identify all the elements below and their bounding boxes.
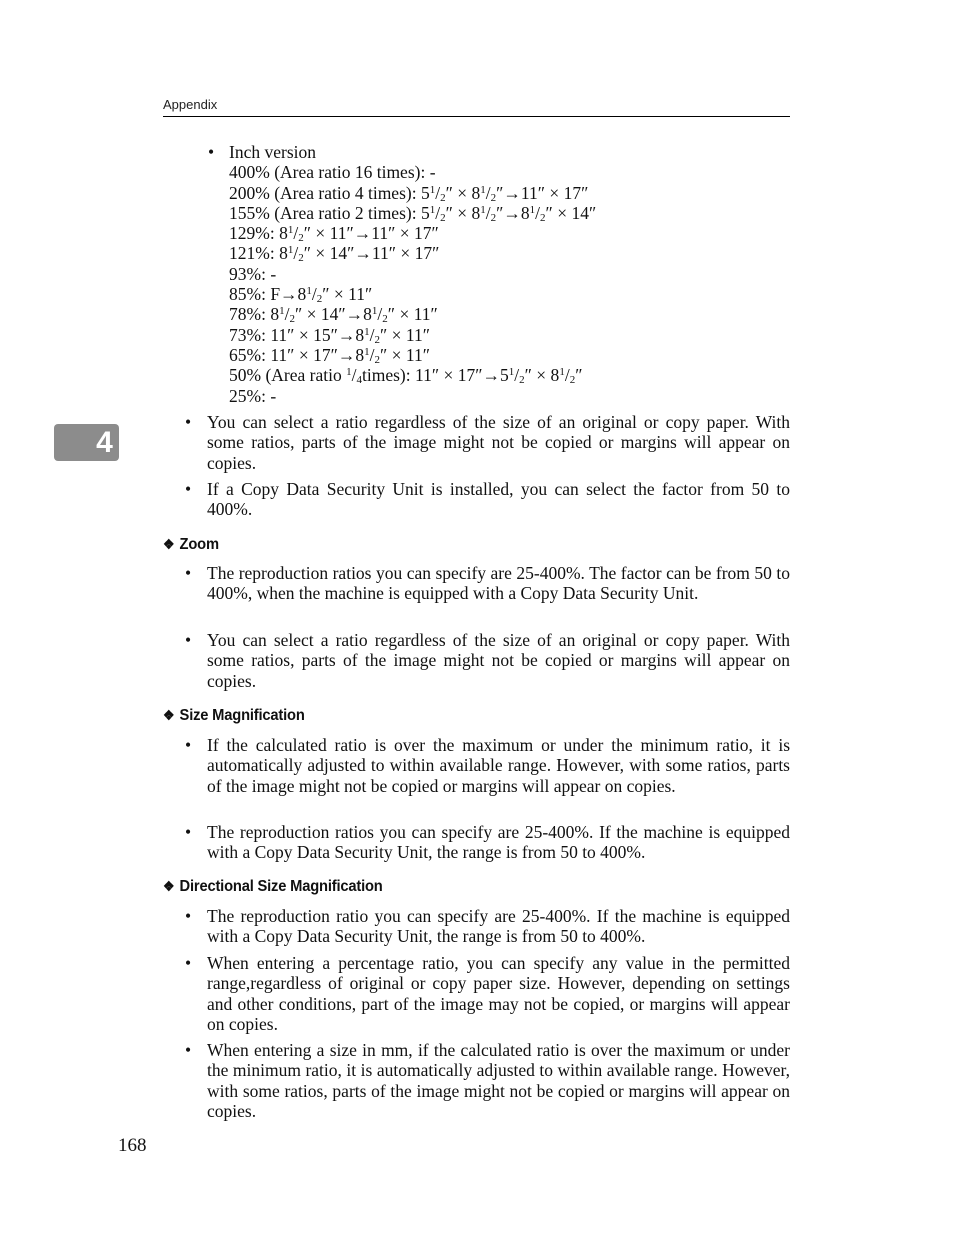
- diamond-bullet-icon: ❖: [163, 878, 175, 894]
- bullet-dot: •: [208, 142, 215, 162]
- ratio-line: 50% (Area ratio $^1/_4times$): $11'' \times 17''\to 5^1/_2'' \times 8^1/_2''$: [229, 365, 583, 387]
- note-text: When entering a size in mm, if the calculated ratio is over the maximum or under the minimum ratio, it is automatically adjusted to within available range. However, with some ratios, parts of the image might not be copied or margins will appear on copies.: [207, 1040, 790, 1121]
- note-text: You can select a ratio regardless of the size of an original or copy paper. With some ratios, parts of the image might not be copied or margins will appear on copies.: [207, 630, 790, 691]
- running-header: [163, 96, 790, 117]
- note-text: If the calculated ratio is over the maximum or under the minimum ratio, it is automatically adjusted to within available range. However, with some ratios, parts of the image might not be copied or margins will appear on copies.: [207, 735, 790, 796]
- ratio-line: 85%: $F\to 8^1/_2'' \times 11''$: [229, 284, 373, 306]
- ratio-line: 155% (Area ratio 2 times): $5^1/_2'' \times 8^1/_2''\to 8^1/_2'' \times 14''$: [229, 202, 597, 224]
- note-text: The reproduction ratios you can specify are 25-400%. If the machine is equipped with a Copy Data Security Unit, the range is from 50 to 400%.: [207, 822, 790, 863]
- header-section-label: Appendix: [163, 97, 218, 112]
- section-heading-zoom: ❖ Zoom: [163, 536, 219, 553]
- ratio-line: 78%: $8^1/_2'' \times 14''\to 8^1/_2'' \times 11''$: [229, 304, 438, 326]
- ratio-line: 93%: -: [229, 263, 277, 284]
- note-text: You can select a ratio regardless of the size of an original or copy paper. With some ratios, parts of the image might not be copied or margins will appear on copies.: [207, 412, 790, 473]
- ratio-line: 400% (Area ratio 16 times): -: [229, 162, 436, 183]
- ratio-line: 25%: -: [229, 385, 277, 406]
- section-heading-size-magnification: ❖ Size Magnification: [163, 707, 305, 724]
- note-text: The reproduction ratios you can specify are 25-400%. The factor can be from 50 to 400%, when the machine is equipped with a Copy Data Security Unit.: [207, 563, 790, 604]
- ratio-line: 65%: $11'' \times 17''\to 8^1/_2'' \times 11''$: [229, 344, 431, 366]
- ratio-line: 121%: $8^1/_2'' \times 14''\to 11'' \times 17''$: [229, 243, 440, 265]
- ratio-line: 129%: $8^1/_2'' \times 11''\to 11'' \times 17''$: [229, 223, 439, 245]
- note-text: If a Copy Data Security Unit is installed, you can select the factor from 50 to 400%.: [207, 479, 790, 520]
- section-heading-directional-size-magnification: ❖ Directional Size Magnification: [163, 878, 383, 895]
- chapter-tab: [54, 424, 119, 461]
- page-number: 168: [118, 1135, 147, 1156]
- note-text: When entering a percentage ratio, you can specify any value in the permitted range,regardless of original or copy paper size. However, depending on settings and other conditions, part of the image may not be copied, or margins will appear on copies.: [207, 953, 790, 1034]
- ratio-line: 73%: $11'' \times 15''\to 8^1/_2'' \times 11''$: [229, 324, 431, 346]
- note-text: The reproduction ratio you can specify are 25-400%. If the machine is equipped with a Copy Data Security Unit, the range is from 50 to 400%.: [207, 906, 790, 947]
- diamond-bullet-icon: ❖: [163, 707, 175, 723]
- diamond-bullet-icon: ❖: [163, 536, 175, 552]
- inch-version-title: Inch version: [229, 142, 316, 162]
- manual-page: Appendix 4 • Inch version 400% (Area ratio 16 times): - 200% (Area ratio 4 times): $5^1/_2'' \times 8^1/_2''\to 11'' \times 17''$ 155% (Area ratio 2 times): $5^1/_2'' \times 8^1/_2''\to 8^1/_2'' \times 14''$ 129%: $8^1/_2'' \times 11''\to 11'' \times 17''$ 121%: $8^1/_2'' \times 14''\to 11'' \times 17''$ 93%: - 85%: $F\to 8^1/_2'' \times 11''$ 78%: $8^1/_2'' \times 14''\to 8^1/_2'' \times 11''$ 73%: $11'' \times 15''\to 8^1/_2'' \times 11''$ 65%: $11'' \times 17''\to 8^1/_2'' \times 11''$ 50% (Area ratio $^1/_4times$): $11'' \times 17''\to 5^1/_2'' \times 8^1/_2''$ 25%: - • You can select a ratio regardless of the size of an original or copy paper. With some ratios, parts of the image might not be copied or margins will appear on copies. • If a Copy Data Security Unit is installed, you can select the factor from 50 to 400%. ❖ Zoom • The reproduction ratios you can specify are 25-400%. The factor can be from 50 to 400%, when the machine is equipped with a Copy Data Security Unit. • You can select a ratio regardless of the size of an original or copy paper. With some ratios, parts of the image might not be copied or margins will appear on copies. ❖ Size Magnification • If the calculated ratio is over the maximum or under the minimum ratio, it is automatically adjusted to within available range. However, with some ratios, parts of the image might not be copied or margins will appear on copies. • The reproduction ratios you can specify are 25-400%. If the machine is equipped with a Copy Data Security Unit, the range is from 50 to 400%. ❖ Directional Size Magnification • The reproduction ratio you can specify are 25-400%. If the machine is equipped with a Copy Data Security Unit, the range is from 50 to 400%. • When entering a percentage ratio, you can specify any value in the permitted range,regardless of original or copy paper size. However, depending on settings and other conditions, part of the image may not be copied, or margins will appear on copies. • When entering a size in mm, if the calculated ratio is over the maximum or under the minimum ratio, it is automatically adjusted to within available range. However, with some ratios, parts of the image might not be copied or margins will appear on copies. 168: [0, 0, 954, 1235]
- ratio-line: 200% (Area ratio 4 times): $5^1/_2'' \times 8^1/_2''\to 11'' \times 17''$: [229, 182, 589, 204]
- chapter-number: 4: [96, 426, 113, 459]
